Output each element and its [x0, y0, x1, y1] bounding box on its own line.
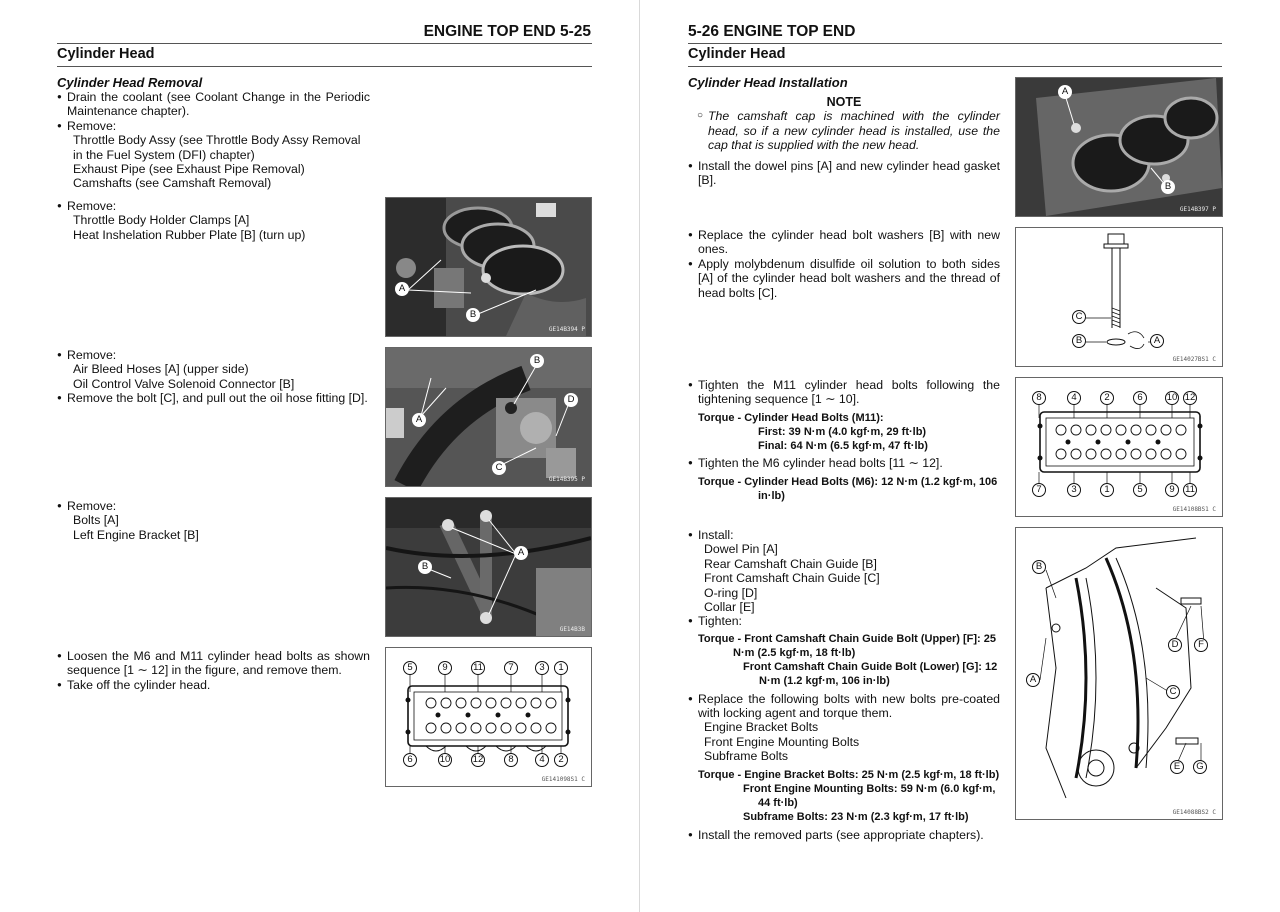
- sequence-number: 3: [535, 661, 549, 675]
- removal-step-1: [57, 90, 370, 191]
- figure-chain-guides: [1015, 527, 1223, 820]
- torque-spec-m11: [688, 411, 1000, 454]
- sequence-number: 1: [554, 661, 568, 675]
- figure-tightening-sequence: [1015, 377, 1223, 517]
- callout-label: C: [492, 461, 506, 475]
- install-tighten-block: [688, 378, 1000, 503]
- header-rule: [57, 43, 592, 44]
- sequence-number: 4: [535, 753, 549, 767]
- list-item: Oil Control Valve Solenoid Connector [B]: [73, 376, 295, 391]
- list-item: Engine Bracket Bolts: [704, 720, 819, 735]
- callout-label: D: [564, 393, 578, 407]
- list-item: Throttle Body Holder Clamps [A]: [73, 213, 250, 228]
- torque-final: Final: 64 N·m (6.5 kgf·m, 47 ft·lb): [758, 440, 928, 453]
- sequence-number: 10: [439, 754, 451, 765]
- sequence-number: 2: [554, 753, 568, 767]
- figure-loosening-sequence: [385, 647, 592, 787]
- install-parts-block: [688, 528, 1000, 842]
- callout-label: B: [466, 308, 480, 322]
- callout-label: B: [530, 354, 544, 368]
- torque-line: N·m (2.5 kgf·m, 18 ft·lb): [733, 647, 856, 660]
- install-washers-block: [688, 228, 1000, 300]
- engine-bracket-photo: [386, 498, 591, 636]
- torque-line: Torque - Engine Bracket Bolts: 25 N·m (2.5 kgf·m, 18 ft·lb): [698, 768, 1000, 781]
- figure-code: GE14B3B: [559, 626, 585, 633]
- torque-line: 44 ft·lb): [758, 797, 798, 810]
- torque-spec-chain-guide: [688, 632, 1000, 689]
- torque-line: Front Camshaft Chain Guide Bolt (Lower) [G]: 12: [743, 661, 998, 674]
- sequence-number: 7: [1032, 483, 1046, 497]
- bolt-diagram: [1016, 228, 1222, 366]
- bullet-remove-bolt: ● Remove the bolt [C], and pull out the oil hose fitting [D].: [57, 391, 370, 405]
- callout-label: A: [1150, 334, 1164, 348]
- sequence-number: 4: [1067, 391, 1081, 405]
- bullet-remove: ● Remove:: [57, 499, 370, 513]
- list-item: Subframe Bolts: [704, 749, 789, 764]
- list-item: Camshafts (see Camshaft Removal): [73, 176, 272, 191]
- bullet-replace-bolts: ● Replace the following bolts with new bolts pre-coated with locking agent and torque them.: [688, 692, 1000, 721]
- sequence-number: 8: [1032, 391, 1046, 405]
- sequence-number: 8: [504, 753, 518, 767]
- header-rule: [688, 43, 1222, 44]
- torque-line: Torque - Cylinder Head Bolts (M6): 12 N·m (1.2 kgf·m, 106: [698, 475, 998, 488]
- list-item: Rear Camshaft Chain Guide [B]: [704, 556, 877, 571]
- torque-line: Front Engine Mounting Bolts: 59 N·m (6.0 kgf·m,: [743, 782, 996, 795]
- callout-label: B: [1032, 560, 1046, 574]
- figure-code: GE14108BS1 C: [1172, 506, 1216, 513]
- callout-label: A: [1058, 85, 1072, 99]
- installation-subheading: Cylinder Head Installation: [688, 75, 848, 90]
- torque-first: First: 39 N·m (4.0 kgf·m, 29 ft·lb): [758, 426, 927, 439]
- removal-step-4: [57, 499, 370, 542]
- page-spine: [639, 0, 640, 912]
- callout-label: C: [1072, 310, 1086, 324]
- sequence-number: 12: [472, 754, 484, 765]
- callout-label: F: [1194, 638, 1208, 652]
- bullet-apply-oil: ● Apply molybdenum disulfide oil solution to both sides [A] of the cylinder head bolt washers and the thread of head bolts [C].: [688, 257, 1000, 300]
- list-item: Left Engine Bracket [B]: [73, 527, 199, 542]
- torque-title: Torque - Cylinder Head Bolts (M11):: [698, 411, 884, 424]
- sequence-number: 7: [504, 661, 518, 675]
- removal-step-2: [57, 199, 370, 242]
- bullet-remove: ● Remove:: [57, 119, 370, 133]
- callout-label: A: [514, 546, 528, 560]
- bullet-drain-coolant: ● Drain the coolant (see Coolant Change in the Periodic Maintenance chapter).: [57, 90, 370, 119]
- left-section-title: Cylinder Head: [57, 46, 155, 62]
- removal-step-3: [57, 348, 370, 406]
- removal-subheading: Cylinder Head Removal: [57, 75, 203, 90]
- throttle-body-photo: [386, 198, 591, 336]
- bullet-tighten-m11: ● Tighten the M11 cylinder head bolts following the tightening sequence [1 ∼ 10].: [688, 378, 1000, 407]
- list-item: Bolts [A]: [73, 513, 119, 528]
- right-page-header: 5-26 ENGINE TOP END: [688, 23, 856, 40]
- list-item: Air Bleed Hoses [A] (upper side): [73, 362, 249, 377]
- torque-line: Torque - Front Camshaft Chain Guide Bolt (Upper) [F]: 25: [698, 632, 997, 645]
- sequence-number: 11: [471, 661, 485, 675]
- figure-dowel-pins-gasket: [1015, 77, 1223, 217]
- sequence-number: 1: [1100, 483, 1114, 497]
- callout-label: A: [1026, 673, 1040, 687]
- torque-spec-bolts: [688, 768, 1000, 825]
- sequence-number: 5: [1133, 483, 1147, 497]
- note-text: ○ The camshaft cap is machined with the cylinder head, so if a new cylinder head is installed, use the cap that is supplied with the new head.: [688, 109, 1000, 152]
- note-heading: NOTE: [826, 95, 862, 109]
- list-item: Exhaust Pipe (see Exhaust Pipe Removal): [73, 162, 305, 177]
- bullet-replace-washers: ● Replace the cylinder head bolt washers [B] with new ones.: [688, 228, 1000, 257]
- torque-spec-m6: [688, 475, 1000, 503]
- figure-code: GE14088BS2 C: [1172, 809, 1216, 816]
- torque-line: in·lb): [758, 490, 785, 503]
- callout-label: A: [412, 413, 426, 427]
- torque-line: N·m (1.2 kgf·m, 106 in·lb): [759, 675, 890, 688]
- list-item: Dowel Pin [A]: [704, 542, 778, 557]
- bullet-remove: ● Remove:: [57, 199, 370, 213]
- figure-air-bleed-hoses: [385, 347, 592, 487]
- figure-head-bolt-washer: [1015, 227, 1223, 367]
- figure-throttle-body-clamps: [385, 197, 592, 337]
- sequence-number: 9: [1165, 483, 1179, 497]
- bullet-remove: ● Remove:: [57, 348, 370, 362]
- bullet-take-off-head: ● Take off the cylinder head.: [57, 678, 370, 692]
- bullet-install: ● Install:: [688, 528, 1000, 542]
- sequence-number: 9: [438, 661, 452, 675]
- section-rule: [57, 66, 592, 67]
- section-rule: [688, 66, 1222, 67]
- list-item: Front Engine Mounting Bolts: [704, 734, 860, 749]
- sequence-number: 5: [403, 661, 417, 675]
- bullet-tighten: ● Tighten:: [688, 614, 1000, 628]
- callout-label: B: [1072, 334, 1086, 348]
- bullet-install-dowel: ● Install the dowel pins [A] and new cylinder head gasket [B].: [688, 159, 1000, 188]
- bullet-tighten-m6: ● Tighten the M6 cylinder head bolts [11 ∼ 12].: [688, 456, 1000, 470]
- figure-code: GE141098S1 C: [541, 776, 585, 783]
- callout-label: G: [1193, 760, 1207, 774]
- callout-label: D: [1168, 638, 1182, 652]
- callout-label: E: [1170, 760, 1184, 774]
- list-item: Throttle Body Assy (see Throttle Body Assy Removal in the Fuel System (DFI) chapter): [73, 133, 361, 162]
- chain-guide-diagram: [1016, 528, 1222, 819]
- figure-code: GE14027BS1 C: [1172, 356, 1216, 363]
- list-item: Collar [E]: [704, 600, 755, 615]
- right-section-title: Cylinder Head: [688, 46, 786, 62]
- bullet-install-removed-parts: ● Install the removed parts (see appropriate chapters).: [688, 828, 1000, 842]
- figure-code: GE14B394 P: [548, 326, 585, 333]
- sequence-number: 3: [1067, 483, 1081, 497]
- figure-code: GE14B397 P: [1179, 206, 1216, 213]
- list-item: Heat Inshelation Rubber Plate [B] (turn up): [73, 227, 306, 242]
- bullet-loosen-bolts: ● Loosen the M6 and M11 cylinder head bolts as shown sequence [1 ∼ 12] in the figure, and remove them.: [57, 649, 370, 678]
- torque-line: Subframe Bolts: 23 N·m (2.3 kgf·m, 17 ft·lb): [743, 811, 969, 824]
- list-item: O-ring [D]: [704, 585, 758, 600]
- left-page-header: ENGINE TOP END 5-25: [423, 23, 591, 40]
- sequence-number: 6: [403, 753, 417, 767]
- callout-label: B: [1161, 180, 1175, 194]
- figure-code: GE14B395 P: [548, 476, 585, 483]
- sequence-number: 10: [1166, 392, 1178, 403]
- callout-label: A: [395, 282, 409, 296]
- callout-label: B: [418, 560, 432, 574]
- sequence-number: 11: [1183, 483, 1197, 497]
- figure-engine-bracket: [385, 497, 592, 637]
- sequence-number: 12: [1184, 392, 1196, 403]
- gasket-photo: [1016, 78, 1222, 216]
- removal-step-5: [57, 649, 370, 692]
- list-item: Front Camshaft Chain Guide [C]: [704, 571, 880, 586]
- sequence-number: 6: [1133, 391, 1147, 405]
- sequence-number: 2: [1100, 391, 1114, 405]
- install-note-block: [688, 95, 1000, 187]
- callout-label: C: [1166, 685, 1180, 699]
